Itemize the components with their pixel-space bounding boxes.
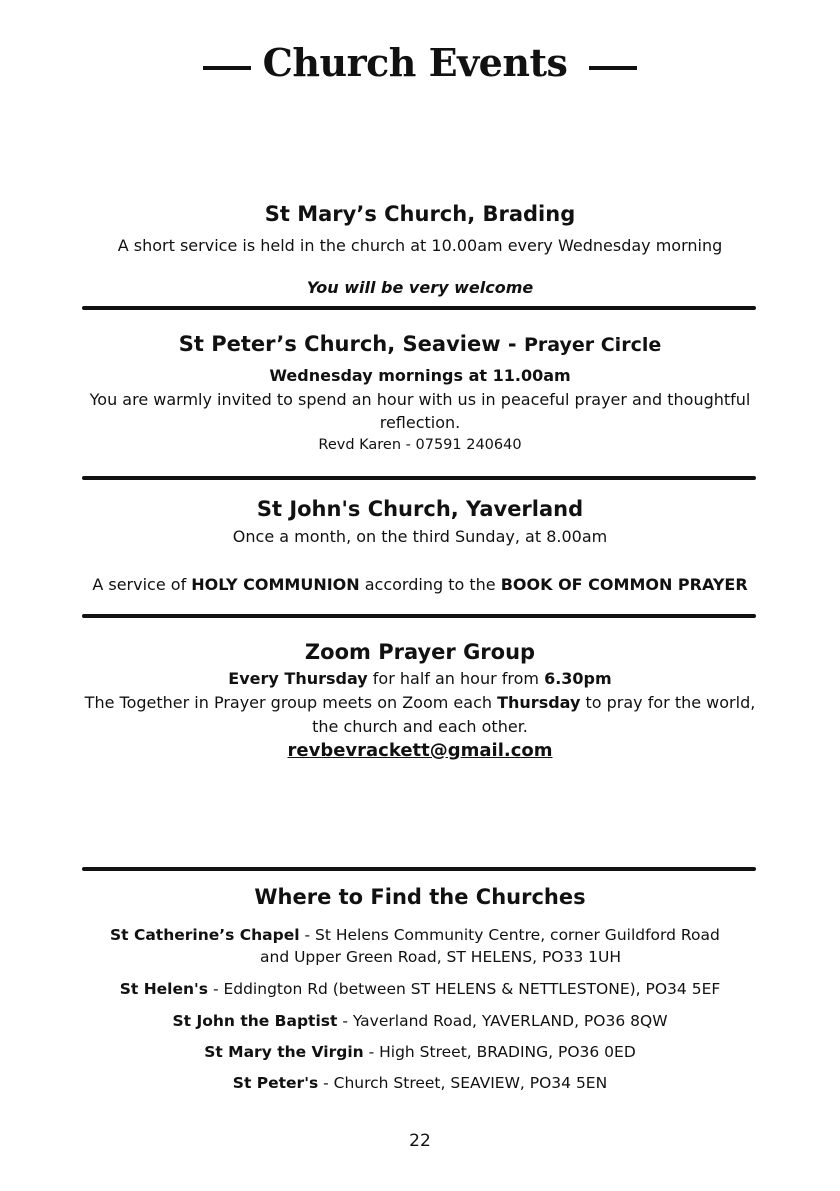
divider-1: [82, 306, 756, 310]
brading-heading: St Mary’s Church, Brading: [264, 202, 576, 226]
address-st-mary: [0, 1043, 840, 1061]
brading-text: A short service is held in the church at 10.00am every Wednesday morning: [117, 236, 723, 255]
divider-4: [82, 867, 756, 871]
brading-welcome: You will be very welcome: [306, 278, 534, 297]
seaview-text-2: reflection.: [379, 413, 461, 432]
address-st-helen-name: St Helen's: [119, 980, 209, 998]
divider-2: [82, 476, 756, 480]
address-st-helen: [0, 980, 840, 998]
address-st-john-name: St John the Baptist: [172, 1012, 338, 1030]
address-st-catherine-line1: - St Helens Community Centre, corner Guildford Road: [299, 926, 720, 944]
yaverland-t2b: HOLY COMMUNION: [191, 575, 360, 594]
seaview-heading-suffix: Prayer Circle: [523, 334, 662, 356]
title-dash-left: [203, 66, 251, 70]
address-st-mary-line: - High Street, BRADING, PO36 0ED: [363, 1043, 636, 1061]
address-st-catherine-name: St Catherine’s Chapel: [110, 926, 300, 944]
zoom-t1a: Every Thursday: [228, 669, 368, 688]
address-st-john-line: - Yaverland Road, YAVERLAND, PO36 8QW: [337, 1012, 668, 1030]
yaverland-text-1: Once a month, on the third Sunday, at 8.00am: [232, 527, 608, 546]
address-st-helen-line: - Eddington Rd (between ST HELENS & NETTLESTONE), PO34 5EF: [208, 980, 721, 998]
title-dash-right: [589, 66, 637, 70]
address-st-john: [0, 1012, 840, 1030]
seaview-heading: [0, 332, 840, 356]
zoom-t2c: to pray for the world,: [580, 693, 756, 712]
zoom-t1b: for half an hour from: [367, 669, 545, 688]
find-heading: Where to Find the Churches: [254, 885, 586, 909]
seaview-contact: Revd Karen - 07591 240640: [318, 437, 522, 453]
page-title: [0, 40, 840, 94]
zoom-heading: Zoom Prayer Group: [304, 640, 536, 664]
zoom-text-2: [0, 693, 840, 712]
zoom-email-link[interactable]: revbevrackett@gmail.com: [287, 740, 553, 761]
zoom-text-3: the church and each other.: [312, 717, 528, 736]
yaverland-t2c: according to the: [359, 575, 501, 594]
seaview-time: Wednesday mornings at 11.00am: [269, 366, 571, 385]
zoom-t2a: The Together in Prayer group meets on Zoom each: [84, 693, 498, 712]
zoom-email-row: [0, 740, 840, 761]
yaverland-heading: St John's Church, Yaverland: [256, 497, 584, 521]
seaview-text-1: You are warmly invited to spend an hour with us in peaceful prayer and thoughtful: [89, 390, 751, 409]
yaverland-t2a: A service of: [92, 575, 192, 594]
page-title-text: Church Events: [262, 40, 568, 85]
address-st-peter-name: St Peter's: [232, 1074, 319, 1092]
yaverland-t2d: BOOK OF COMMON PRAYER: [500, 575, 748, 594]
address-st-catherine: [110, 926, 720, 944]
divider-3: [82, 614, 756, 618]
address-st-mary-name: St Mary the Virgin: [204, 1043, 364, 1061]
zoom-t1c: 6.30pm: [544, 669, 612, 688]
zoom-t2b: Thursday: [497, 693, 581, 712]
yaverland-text-2: [0, 575, 840, 594]
zoom-text-1: [0, 669, 840, 688]
seaview-heading-main: St Peter’s Church, Seaview -: [178, 332, 524, 356]
page-number: 22: [409, 1131, 431, 1151]
address-st-peter-line: - Church Street, SEAVIEW, PO34 5EN: [318, 1074, 608, 1092]
address-st-peter: [0, 1074, 840, 1092]
address-st-catherine-line2: and Upper Green Road, ST HELENS, PO33 1UH: [260, 948, 622, 966]
